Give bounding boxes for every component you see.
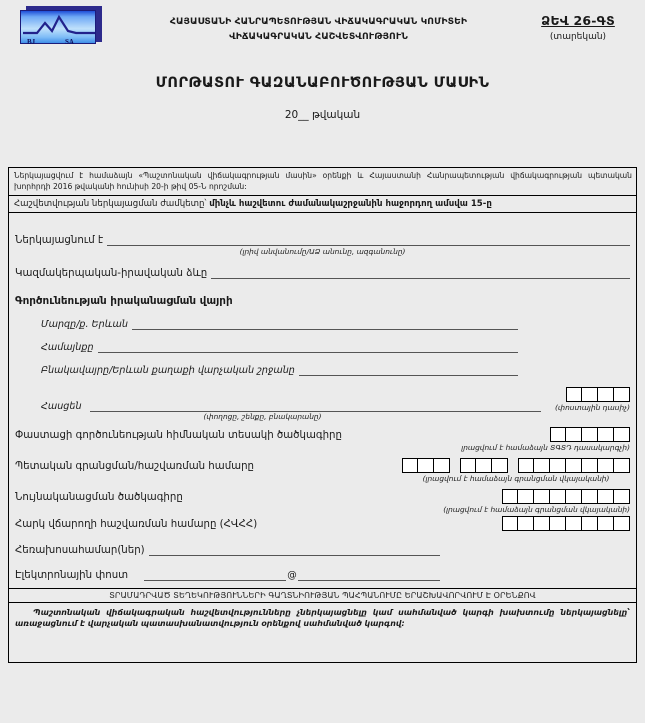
field-legal-form (15, 268, 630, 279)
identification-code-hint: (լրացվում է համաձայն գրանցման վկայականի) (443, 505, 630, 515)
code-cell[interactable] (566, 427, 582, 442)
email-label: Էլեկտրոնային փոստ (15, 570, 129, 582)
header-organization (118, 6, 519, 44)
phone-input[interactable] (149, 546, 440, 556)
postal-code-group (555, 387, 630, 412)
penalty-note: Պաշտոնական վիճակագրական հաշվետվությունները չներկայացնելը կամ սահմանված կարգի խախտումը ներկայացնելը՝ առաջացնում է վարչական պատասխանատվություն օրենքով սահմանված կարգով: (15, 608, 630, 629)
legal-form-input[interactable] (211, 269, 630, 279)
email-domain-input[interactable] (298, 571, 440, 581)
field-taxpayer-number (15, 516, 630, 531)
field-community (15, 342, 630, 353)
cell-group (518, 458, 630, 473)
code-cell[interactable] (518, 516, 534, 531)
form-body (9, 213, 636, 581)
email-user-input[interactable] (144, 571, 286, 581)
statistics-committee-logo (20, 6, 102, 46)
field-activity-code (15, 427, 630, 452)
address-label: Հասցեն (41, 401, 82, 413)
state-registration-label: Պետական գրանցման/հաշվառման համարը (15, 461, 254, 473)
field-phone (15, 545, 630, 556)
code-cell[interactable] (566, 387, 582, 402)
activity-code-label: Փաստացի գործունեության հիմնական տեսակի ծածկագիրը (15, 430, 342, 442)
activity-code-cells[interactable] (461, 427, 630, 442)
code-cell[interactable] (434, 458, 450, 473)
organization-line-1: ՀԱՅԱՍՏԱՆԻ ՀԱՆՐԱՊԵՏՈՒԹՅԱՆ ՎԻՃԱԿԱԳՐԱԿԱՆ ԿՈՄԻՏԵԻ (169, 16, 468, 27)
field-submitted-by (15, 235, 630, 246)
deadline-value: մինչև հաշվետու ժամանակաշրջանին հաջորդող ամսվա 15-ը (209, 199, 492, 210)
document-header (0, 0, 645, 52)
legal-form-label: Կազմակերպական-իրավական ձևը (15, 268, 208, 280)
state-registration-cells[interactable] (402, 458, 630, 473)
logo-container (8, 6, 118, 46)
address-hint: (փողոցը, շենքը, բնակարանը) (203, 412, 322, 422)
code-cell[interactable] (582, 387, 598, 402)
code-cell[interactable] (502, 489, 518, 504)
legal-note-row (9, 168, 636, 196)
code-cell[interactable] (566, 516, 582, 531)
code-cell[interactable] (492, 458, 508, 473)
sheet-tail (9, 636, 636, 662)
code-cell[interactable] (460, 458, 476, 473)
header-form-number (519, 6, 637, 42)
address-input[interactable] (90, 402, 542, 412)
address-section-heading: Գործունեության իրականացման վայրի (15, 295, 233, 308)
code-cell[interactable] (566, 489, 582, 504)
code-cell[interactable] (550, 427, 566, 442)
code-cell[interactable] (550, 489, 566, 504)
submitted-by-hint: (լրիվ անվանումը/ԱՁ անունը, ազգանունը) (239, 247, 406, 257)
code-cell[interactable] (598, 427, 614, 442)
cell-group (550, 427, 630, 442)
code-cell[interactable] (582, 458, 598, 473)
field-region (15, 319, 630, 330)
code-cell[interactable] (582, 489, 598, 504)
settlement-input[interactable] (299, 366, 518, 376)
code-cell[interactable] (598, 516, 614, 531)
form-number: ՁԵՎ 26-ԳՏ (541, 13, 615, 28)
submitted-by-label: Ներկայացնում է (15, 235, 104, 247)
penalty-note-wrap (9, 603, 636, 636)
legal-note: Ներկայացվում է համաձայն «Պաշտոնական վիճակագրության մասին» օրենքի և Հայաստանի Հանրապետության վիճակագրության պետական խորհրդի 2016 թվականի հունիսի 20-ի թիվ 05-Ն որոշման: (14, 171, 632, 191)
code-cell[interactable] (518, 489, 534, 504)
region-input[interactable] (132, 320, 518, 330)
code-cell[interactable] (518, 458, 534, 473)
code-cell[interactable] (614, 458, 630, 473)
state-registration-hint: (լրացվում է համաձայն գրանցման վկայականի) (422, 474, 610, 484)
code-cell[interactable] (598, 458, 614, 473)
state-registration-group (402, 458, 630, 483)
cell-group (460, 458, 508, 473)
code-cell[interactable] (502, 516, 518, 531)
taxpayer-number-group (502, 516, 630, 531)
settlement-label: Բնակավայրը/Երևան քաղաքի վարչական շրջանը (41, 365, 295, 377)
form-sheet (8, 167, 637, 663)
code-cell[interactable] (598, 387, 614, 402)
submitted-by-input[interactable] (107, 236, 630, 246)
community-input[interactable] (98, 343, 518, 353)
code-cell[interactable] (534, 516, 550, 531)
field-identification-code (15, 489, 630, 514)
code-cell[interactable] (582, 516, 598, 531)
field-state-registration (15, 458, 630, 483)
identification-code-label: Նույնականացման ծածկագիրը (15, 492, 183, 504)
confidentiality-warning: ՏՐԱՄԱԴՐՎԱԾ ՏԵՂԵԿՈՒԹՅՈՒՆՆԵՐԻ ԳԱՂՏՆԻՈՒԹՅԱՆ ՊԱՀՊԱՆՈՒՄԸ ԵՐԱՇԽԱՎՈՐՎՈՒՄ Է ՕՐԵՆՔՈՎ (9, 588, 636, 603)
cell-group (402, 458, 450, 473)
code-cell[interactable] (418, 458, 434, 473)
code-cell[interactable] (614, 387, 630, 402)
code-cell[interactable] (476, 458, 492, 473)
code-cell[interactable] (550, 458, 566, 473)
code-cell[interactable] (402, 458, 418, 473)
postal-code-cells[interactable] (555, 387, 630, 402)
cell-group (566, 387, 630, 402)
email-at-symbol: @ (287, 570, 297, 582)
report-year: 20__ թվական (284, 109, 361, 121)
code-cell[interactable] (598, 489, 614, 504)
code-cell[interactable] (534, 489, 550, 504)
code-cell[interactable] (582, 427, 598, 442)
activity-code-hint: լրացվում է համաձայն ՏԳՏԴ դասակարգչի) (461, 443, 630, 453)
code-cell[interactable] (614, 489, 630, 504)
code-cell[interactable] (534, 458, 550, 473)
community-label: Համայնքը (41, 342, 94, 354)
logo-text-left: BJ (27, 38, 36, 46)
deadline-row (9, 196, 636, 213)
region-label: Մարզը/ք. Երևան (41, 319, 128, 331)
page-title: ՄՈՐԹԱՏՈՒ ԳԱԶԱՆԱԲՈՒԾՈՒԹՅԱՆ ՄԱՍԻՆ (155, 75, 490, 91)
code-cell[interactable] (566, 458, 582, 473)
identification-code-group (443, 489, 630, 514)
deadline-label-text: Հաշվետվության ներկայացման ժամկետը՝ (14, 199, 207, 210)
field-settlement (15, 365, 630, 376)
field-address (15, 387, 630, 412)
field-email (15, 570, 630, 581)
cell-group (502, 489, 630, 504)
taxpayer-number-label: Հարկ վճարողի հաշվառման համարը (ՀՎՀՀ) (15, 519, 258, 531)
phone-label: Հեռախոսահամար(ներ) (15, 545, 145, 557)
activity-code-group (461, 427, 630, 452)
logo-text-right: SA (65, 38, 74, 46)
form-period: (տարեկան) (549, 32, 607, 42)
code-cell[interactable] (614, 427, 630, 442)
organization-line-2: ՎԻՃԱԿԱԳՐԱԿԱՆ ՀԱՇՎԵՏՎՈՒԹՅՈՒՆ (229, 31, 408, 42)
code-cell[interactable] (614, 516, 630, 531)
cell-group (502, 516, 630, 531)
taxpayer-number-cells[interactable] (502, 516, 630, 531)
identification-code-cells[interactable] (443, 489, 630, 504)
postal-code-hint: (փոստային դասիչ) (555, 403, 630, 413)
code-cell[interactable] (550, 516, 566, 531)
